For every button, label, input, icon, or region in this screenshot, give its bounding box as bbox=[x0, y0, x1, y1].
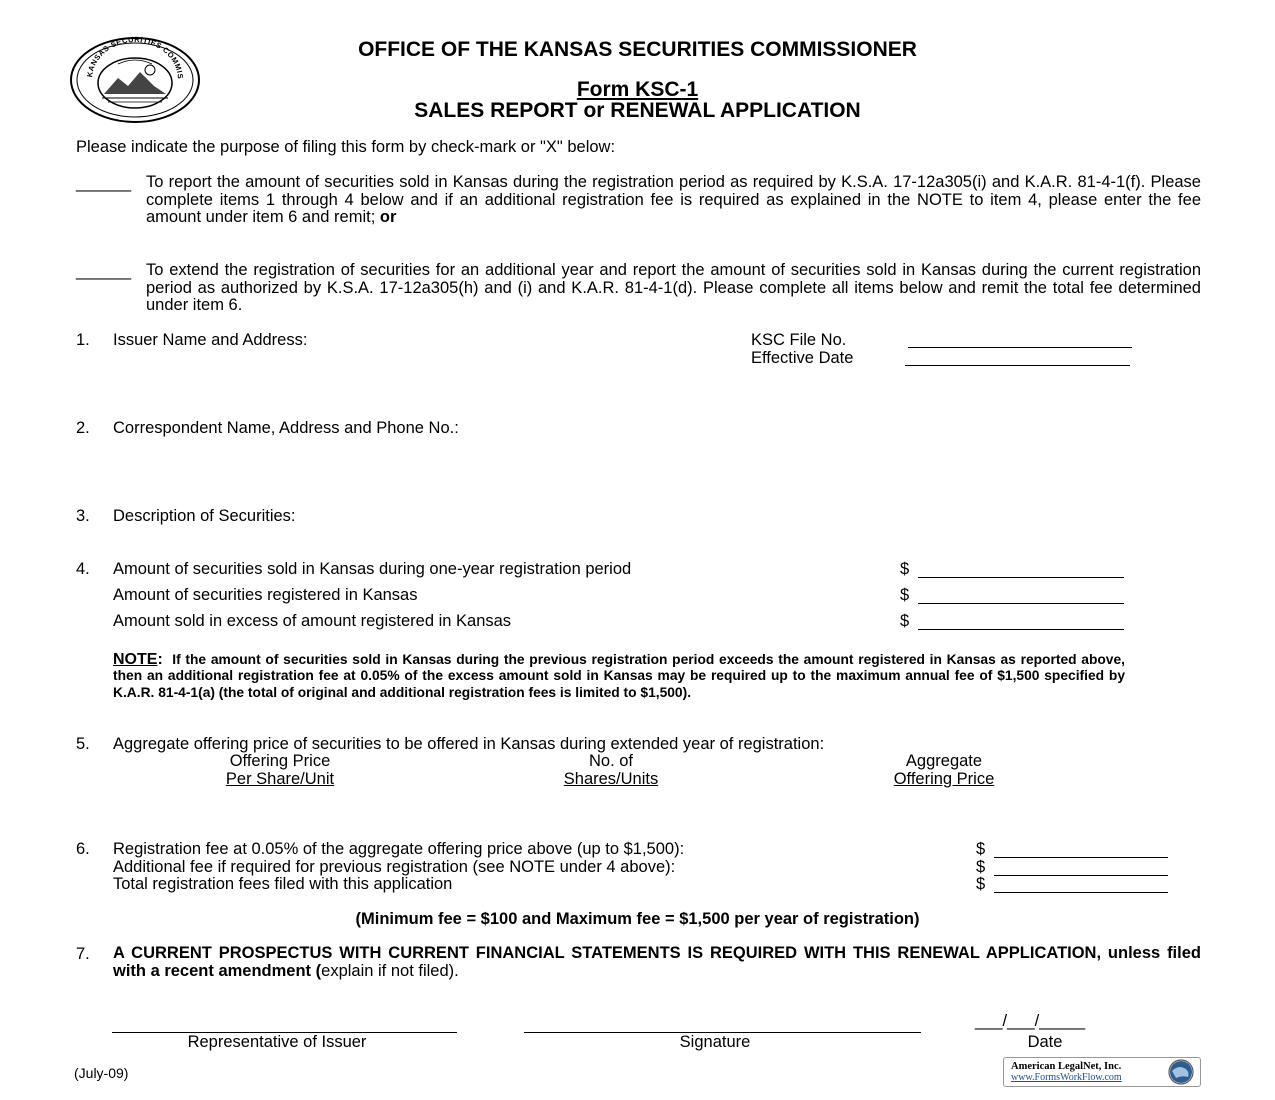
svg-text:KANSAS SECURITIES COMMISSIONER: KANSAS SECURITIES COMMIS bbox=[85, 36, 186, 80]
effective-date-label: Effective Date bbox=[751, 349, 854, 367]
intro-text: Please indicate the purpose of filing this form by check-mark or "X" below: bbox=[76, 138, 616, 156]
amount-sold-field[interactable] bbox=[918, 577, 1124, 578]
correspondent-label: Correspondent Name, Address and Phone No.: bbox=[113, 419, 459, 437]
vendor-badge bbox=[1003, 1057, 1201, 1087]
note-text: If the amount of securities sold in Kansas during the previous registration period exceeds the amount registered in Kansas as reported above, then an additional registration fee at 0.05% of the excess amount sold in Kansas may be required up to the maximum annual fee of $1,500 specified by K.A.R. 81-4-1(a) (the total of original and additional registration fees is limited to $1,500). bbox=[113, 652, 1125, 700]
additional-fee-field[interactable] bbox=[994, 875, 1168, 876]
vendor-name: American LegalNet, Inc. bbox=[1011, 1061, 1122, 1072]
date-field[interactable]: ___/___/_____ bbox=[975, 1012, 1086, 1030]
effective-date-field[interactable] bbox=[905, 365, 1130, 366]
item-3-number: 3. bbox=[76, 507, 90, 525]
item-5-number: 5. bbox=[76, 735, 90, 753]
col-offering-price-top: Offering Price bbox=[229, 752, 331, 770]
item-6-row-1-currency: $ bbox=[976, 840, 986, 858]
ksc-file-no-label: KSC File No. bbox=[751, 331, 847, 349]
kansas-seal bbox=[68, 36, 202, 124]
revision-date: (July-09) bbox=[74, 1065, 129, 1081]
min-max-fee-note: (Minimum fee = $100 and Maximum fee = $1,500 per year of registration) bbox=[355, 910, 920, 928]
col-shares-top: No. of bbox=[588, 752, 634, 770]
item-6-row-3-currency: $ bbox=[976, 875, 986, 893]
note-label: NOTE bbox=[113, 651, 158, 668]
total-fee-field[interactable] bbox=[994, 892, 1168, 893]
item-4-row-2-currency: $ bbox=[900, 586, 910, 604]
globe-icon bbox=[1168, 1059, 1194, 1090]
item-6-row-3-label: Total registration fees filed with this application bbox=[113, 875, 453, 893]
office-title: OFFICE OF THE KANSAS SECURITIES COMMISSIONER bbox=[358, 38, 917, 61]
option-2-blank[interactable]: ______ bbox=[76, 262, 132, 280]
item-6-row-2-label: Additional fee if required for previous registration (see NOTE under 4 above): bbox=[113, 858, 676, 876]
amount-registered-field[interactable] bbox=[918, 603, 1124, 604]
item-4-note: NOTE: If the amount of securities sold in Kansas during the previous registration period exceeds the amount registered in Kansas as reported above, then an additional registration fee at 0.05% of the excess amount sold in Kansas may be required up to the maximum annual fee of $1,500 specified by K.A.R. 81-4-1(a) (the total of original and additional registration fees is limited to $1,500). bbox=[113, 651, 1125, 700]
form-number: Form KSC-1 bbox=[576, 78, 699, 101]
issuer-name-label: Issuer Name and Address: bbox=[113, 331, 308, 349]
col-offering-price-bottom: Per Share/Unit bbox=[225, 770, 335, 788]
signature-label: Signature bbox=[679, 1033, 751, 1051]
item-6-row-2-currency: $ bbox=[976, 858, 986, 876]
ksc-file-no-field[interactable] bbox=[908, 347, 1132, 348]
item-4-number: 4. bbox=[76, 560, 90, 578]
date-label: Date bbox=[1027, 1033, 1063, 1051]
item-7-number: 7. bbox=[76, 945, 90, 963]
option-1-blank[interactable]: ______ bbox=[76, 174, 132, 192]
item-4-row-1-currency: $ bbox=[900, 560, 910, 578]
item-4-row-2-label: Amount of securities registered in Kansas bbox=[113, 586, 418, 604]
description-label: Description of Securities: bbox=[113, 507, 296, 525]
amount-excess-field[interactable] bbox=[918, 629, 1124, 630]
item-1-number: 1. bbox=[76, 331, 90, 349]
option-2-text: To extend the registration of securities for an additional year and report the amount of securities sold in Kansas during the current registration period as authorized by K.S.A. 17-12a305(h) and (i) and K.A.R. 81-4-1(d). Please complete all items below and remit the total fee determined under item 6. bbox=[146, 261, 1201, 315]
col-aggregate-top: Aggregate bbox=[905, 752, 983, 770]
option-1 bbox=[76, 174, 1201, 227]
col-aggregate-bottom: Offering Price bbox=[893, 770, 995, 788]
item-4-row-3-label: Amount sold in excess of amount registered in Kansas bbox=[113, 612, 512, 630]
item-6-row-1-label: Registration fee at 0.05% of the aggregate offering price above (up to $1,500): bbox=[113, 840, 685, 858]
registration-fee-field[interactable] bbox=[994, 857, 1168, 858]
col-shares-bottom: Shares/Units bbox=[563, 770, 659, 788]
vendor-url[interactable]: www.FormsWorkFlow.com bbox=[1011, 1072, 1122, 1083]
item-6-number: 6. bbox=[76, 840, 90, 858]
form-title: SALES REPORT or RENEWAL APPLICATION bbox=[414, 99, 861, 122]
option-1-text: To report the amount of securities sold in Kansas during the registration period as required by K.S.A. 17-12a305(i) and K.A.R. 81-4-1(f). Please complete items 1 through 4 below and if an additional registration fee is required as explained in the NOTE to item 4, please enter the fee amount under item 6 and remit; or bbox=[146, 173, 1201, 227]
representative-label: Representative of Issuer bbox=[187, 1033, 367, 1051]
option-2 bbox=[76, 262, 1201, 315]
item-2-number: 2. bbox=[76, 419, 90, 437]
item-4-row-3-currency: $ bbox=[900, 612, 910, 630]
item-5-label: Aggregate offering price of securities to be offered in Kansas during extended year of registration: bbox=[113, 735, 825, 753]
item-7-text: A CURRENT PROSPECTUS WITH CURRENT FINANCIAL STATEMENTS IS REQUIRED WITH THIS RENEWAL APPLICATION, unless filed with a recent amendment (explain if not filed). bbox=[113, 944, 1201, 980]
item-4-row-1-label: Amount of securities sold in Kansas during one-year registration period bbox=[113, 560, 632, 578]
